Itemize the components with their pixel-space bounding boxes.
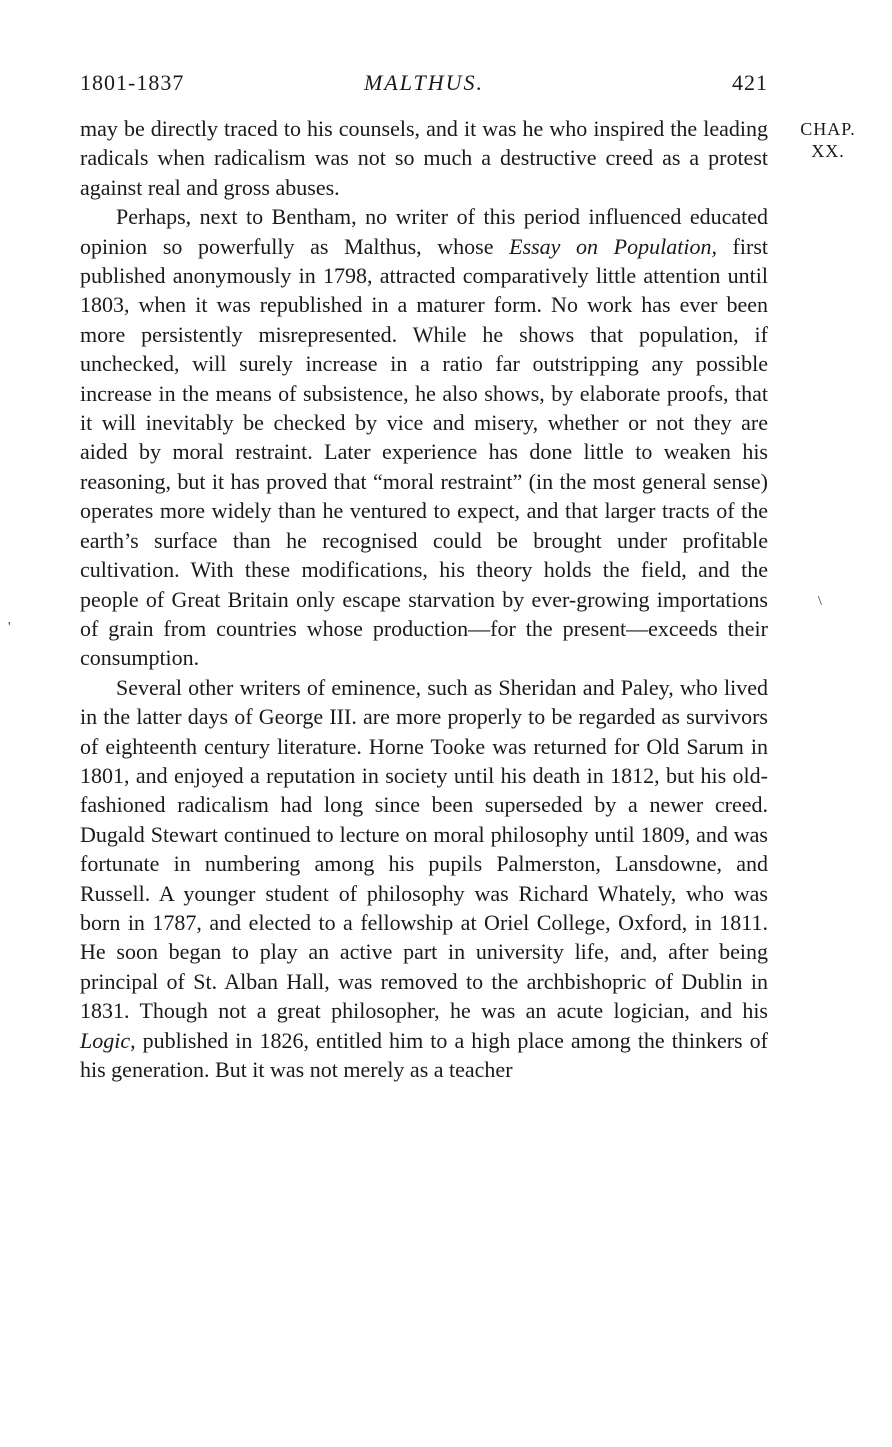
stray-mark-right: \	[818, 594, 822, 609]
text-run: published in 1826, entitled him to a high place among the thinkers of his generation. But it was not merely as a teacher	[80, 1027, 768, 1082]
paragraph-1	[80, 114, 768, 202]
stray-mark-left: '	[8, 620, 11, 635]
text-run: first published anonymously in 1798, attracted comparatively little attention until 1803, when it was republished in a maturer form. No work has ever been more persistently misrepresented. While he shows that population, if unchecked, will surely increase in a ratio far outstripping any possible increase in the means of subsistence, he also shows, by elaborate proofs, that it will inevitably be checked by vice and misery, whether or not they are aided by moral restraint. Later experience has done little to weaken his reasoning, but it has proved that “moral restraint” (in the most general sense) operates more widely than he ventured to expect, and that larger tracts of the earth’s surface than he recognised could be brought under profitable cultivation. With these modifications, his theory holds the field, and the people of Great Britain only escape starvation by ever-growing importations of grain from countries whose production—for the present—exceeds their consumption.	[80, 233, 768, 671]
page-number: 421	[732, 70, 768, 95]
header-title: MALTHUS.	[363, 70, 485, 95]
italic-title: Essay on Population,	[509, 233, 717, 259]
paragraph-2	[80, 202, 768, 673]
text-run: Several other writers of eminence, such as Sheridan and Paley, who lived in the latter days of George III. are more properly to be regarded as survivors of eighteenth century literature. Horne Tooke was returned for Old Sarum in 1801, and enjoyed a reputation in society until his death in 1812, but his old-fashioned radicalism had long since been superseded by a newer creed. Dugald Stewart continued to lecture on moral philosophy until 1809, and was fortunate in numbering among his pupils Palmerston, Lansdowne, and Russell. A younger student of philosophy was Richard Whately, who was born in 1787, and elected to a fellowship at Oriel College, Oxford, in 1811. He soon began to play an active part in university life, and, after being principal of St. Alban Hall, was removed to the archbishopric of Dublin in 1831. Though not a great philosopher, he was an acute logician, and his	[80, 674, 768, 1024]
chapter-margin-note	[782, 118, 874, 162]
chapter-label: CHAP.	[800, 119, 856, 139]
body-text	[80, 114, 768, 1084]
text-run: may be directly traced to his counsels, and it was he who inspired the leading radicals when radicalism was not so much a destructive creed as a protest against real and gross abuses.	[80, 116, 768, 200]
header-date-range: 1801-1837	[80, 70, 185, 95]
paragraph-3	[80, 673, 768, 1085]
running-head	[80, 70, 768, 100]
italic-title: Logic,	[80, 1027, 136, 1053]
text-run: Perhaps, next to Bentham, no writer of this period influenced educated opinion so powerfully as Malthus, whose	[80, 204, 768, 259]
chapter-number: XX.	[811, 141, 845, 161]
